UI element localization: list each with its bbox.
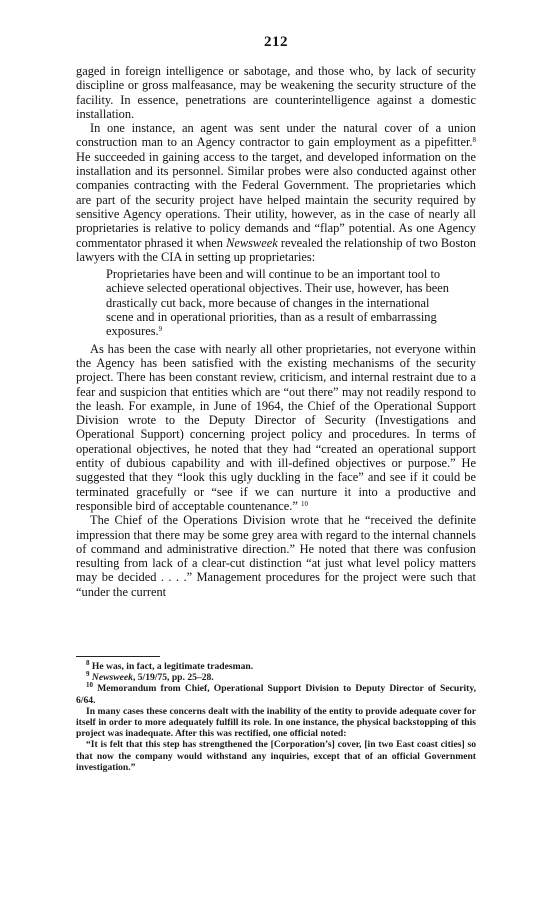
quote-text: Proprietaries have been and will continue to be an important tool to achieve selected operational objectives. Their use, however, has been drastically cut back, more because of changes in the international scene and in operational priorities, than as a result of embarrassing exposures. bbox=[106, 267, 449, 339]
footnote-marker: 9 bbox=[86, 670, 90, 679]
footnote-text: Memorandum from Chief, Operational Support Division to Deputy Director of Security, 6/64. bbox=[76, 683, 476, 706]
page-number: 212 bbox=[264, 34, 288, 50]
footnote-text: He was, in fact, a legitimate tradesman. bbox=[91, 661, 254, 672]
block-quote bbox=[106, 267, 458, 338]
main-text bbox=[76, 64, 476, 599]
footnote-marker: 8 bbox=[472, 136, 476, 145]
text-span: As has been the case with nearly all other proprietaries, not everyone within the Agency has been satisfied with the existing mechanisms of the security project. There has been constant review, criticism, and internal restraint due to a fear and suspicion that entities which are “out there” may not readily respond to the leash. For example, in June of 1964, the Chief of the Operational Support Division wrote to the Deputy Director of Security (Investigations and Operational Support) concerning project policy and procedures. In terms of operational objectives, he noted that they had “created an operational support entity of dubious capability and with ill-defined objectives or purpose.” He suggested that they “look this ugly duckling in the face” and see if it could be terminated gracefully or “see if we can nurture it into a productive and responsible bird of acceptable countenance.” bbox=[76, 341, 476, 513]
publication-name: Newsweek bbox=[226, 235, 278, 250]
footnote-quote: “It is felt that this step has strengthened the [Corporation’s] cover, [in two East coast cities] so that now the company would withstand any inquiries, except that of an official Government investigation.” bbox=[76, 739, 476, 773]
text-span: He succeeded in gaining access to the target, and developed information on the installation and its personnel. Similar probes were also conducted against other companies contracting with the Federal Government. The proprietaries which are part of the security project have helped maintain the security required by sensitive Agency operations. Their utility, however, as in the case of nearly all proprietaries is relative to policy demands and “flap” potential. As one Agency commentator phrased it when bbox=[76, 149, 476, 250]
footnote-marker: 8 bbox=[86, 659, 90, 667]
text-span: revealed the relationship of two Boston lawyers with the CIA in setting up proprietaries: bbox=[76, 235, 476, 264]
footnote-marker: 10 bbox=[301, 499, 309, 508]
paragraph-agent-instance bbox=[76, 121, 476, 264]
footnote-marker: 9 bbox=[158, 325, 163, 334]
footnote-divider bbox=[76, 656, 160, 657]
footnote-continuation: In many cases these concerns dealt with the inability of the entity to provide adequate cover for itself in order to more adequately fulfill its role. In one instance, the physical backstopping of this project was inadequate. After this was rectified, one official noted: bbox=[76, 705, 476, 740]
footnote bbox=[76, 672, 476, 683]
footnote bbox=[76, 683, 476, 705]
text-span: In one instance, an agent was sent under the natural cover of a union construction man to an Agency contractor to gain employment as a pipefitter. bbox=[76, 121, 476, 150]
paragraph-operations-division: The Chief of the Operations Division wrote that he “received the definite impression that there may be some grey area with regard to the internal channels of command and administrative direction.” He noted that there was confusion resulting from lack of a clear-cut distinction “at just what level policy matters may be decided . . . .” Management procedures for the project were such that “under the current bbox=[76, 513, 476, 599]
footnote-marker: 10 bbox=[86, 681, 93, 690]
paragraph-proprietaries bbox=[76, 342, 476, 514]
paragraph-continuation: gaged in foreign intelligence or sabotage, and those who, by lack of security discipline or gross malfeasance, may be weakening the security structure of the facility. In essence, penetrations are counterintelligence against a domestic installation. bbox=[76, 64, 476, 121]
footnote-text: , 5/19/75, pp. 25–28. bbox=[132, 672, 214, 684]
footnotes bbox=[76, 661, 476, 773]
footnote bbox=[76, 661, 476, 672]
publication-name: Newsweek bbox=[91, 672, 133, 684]
